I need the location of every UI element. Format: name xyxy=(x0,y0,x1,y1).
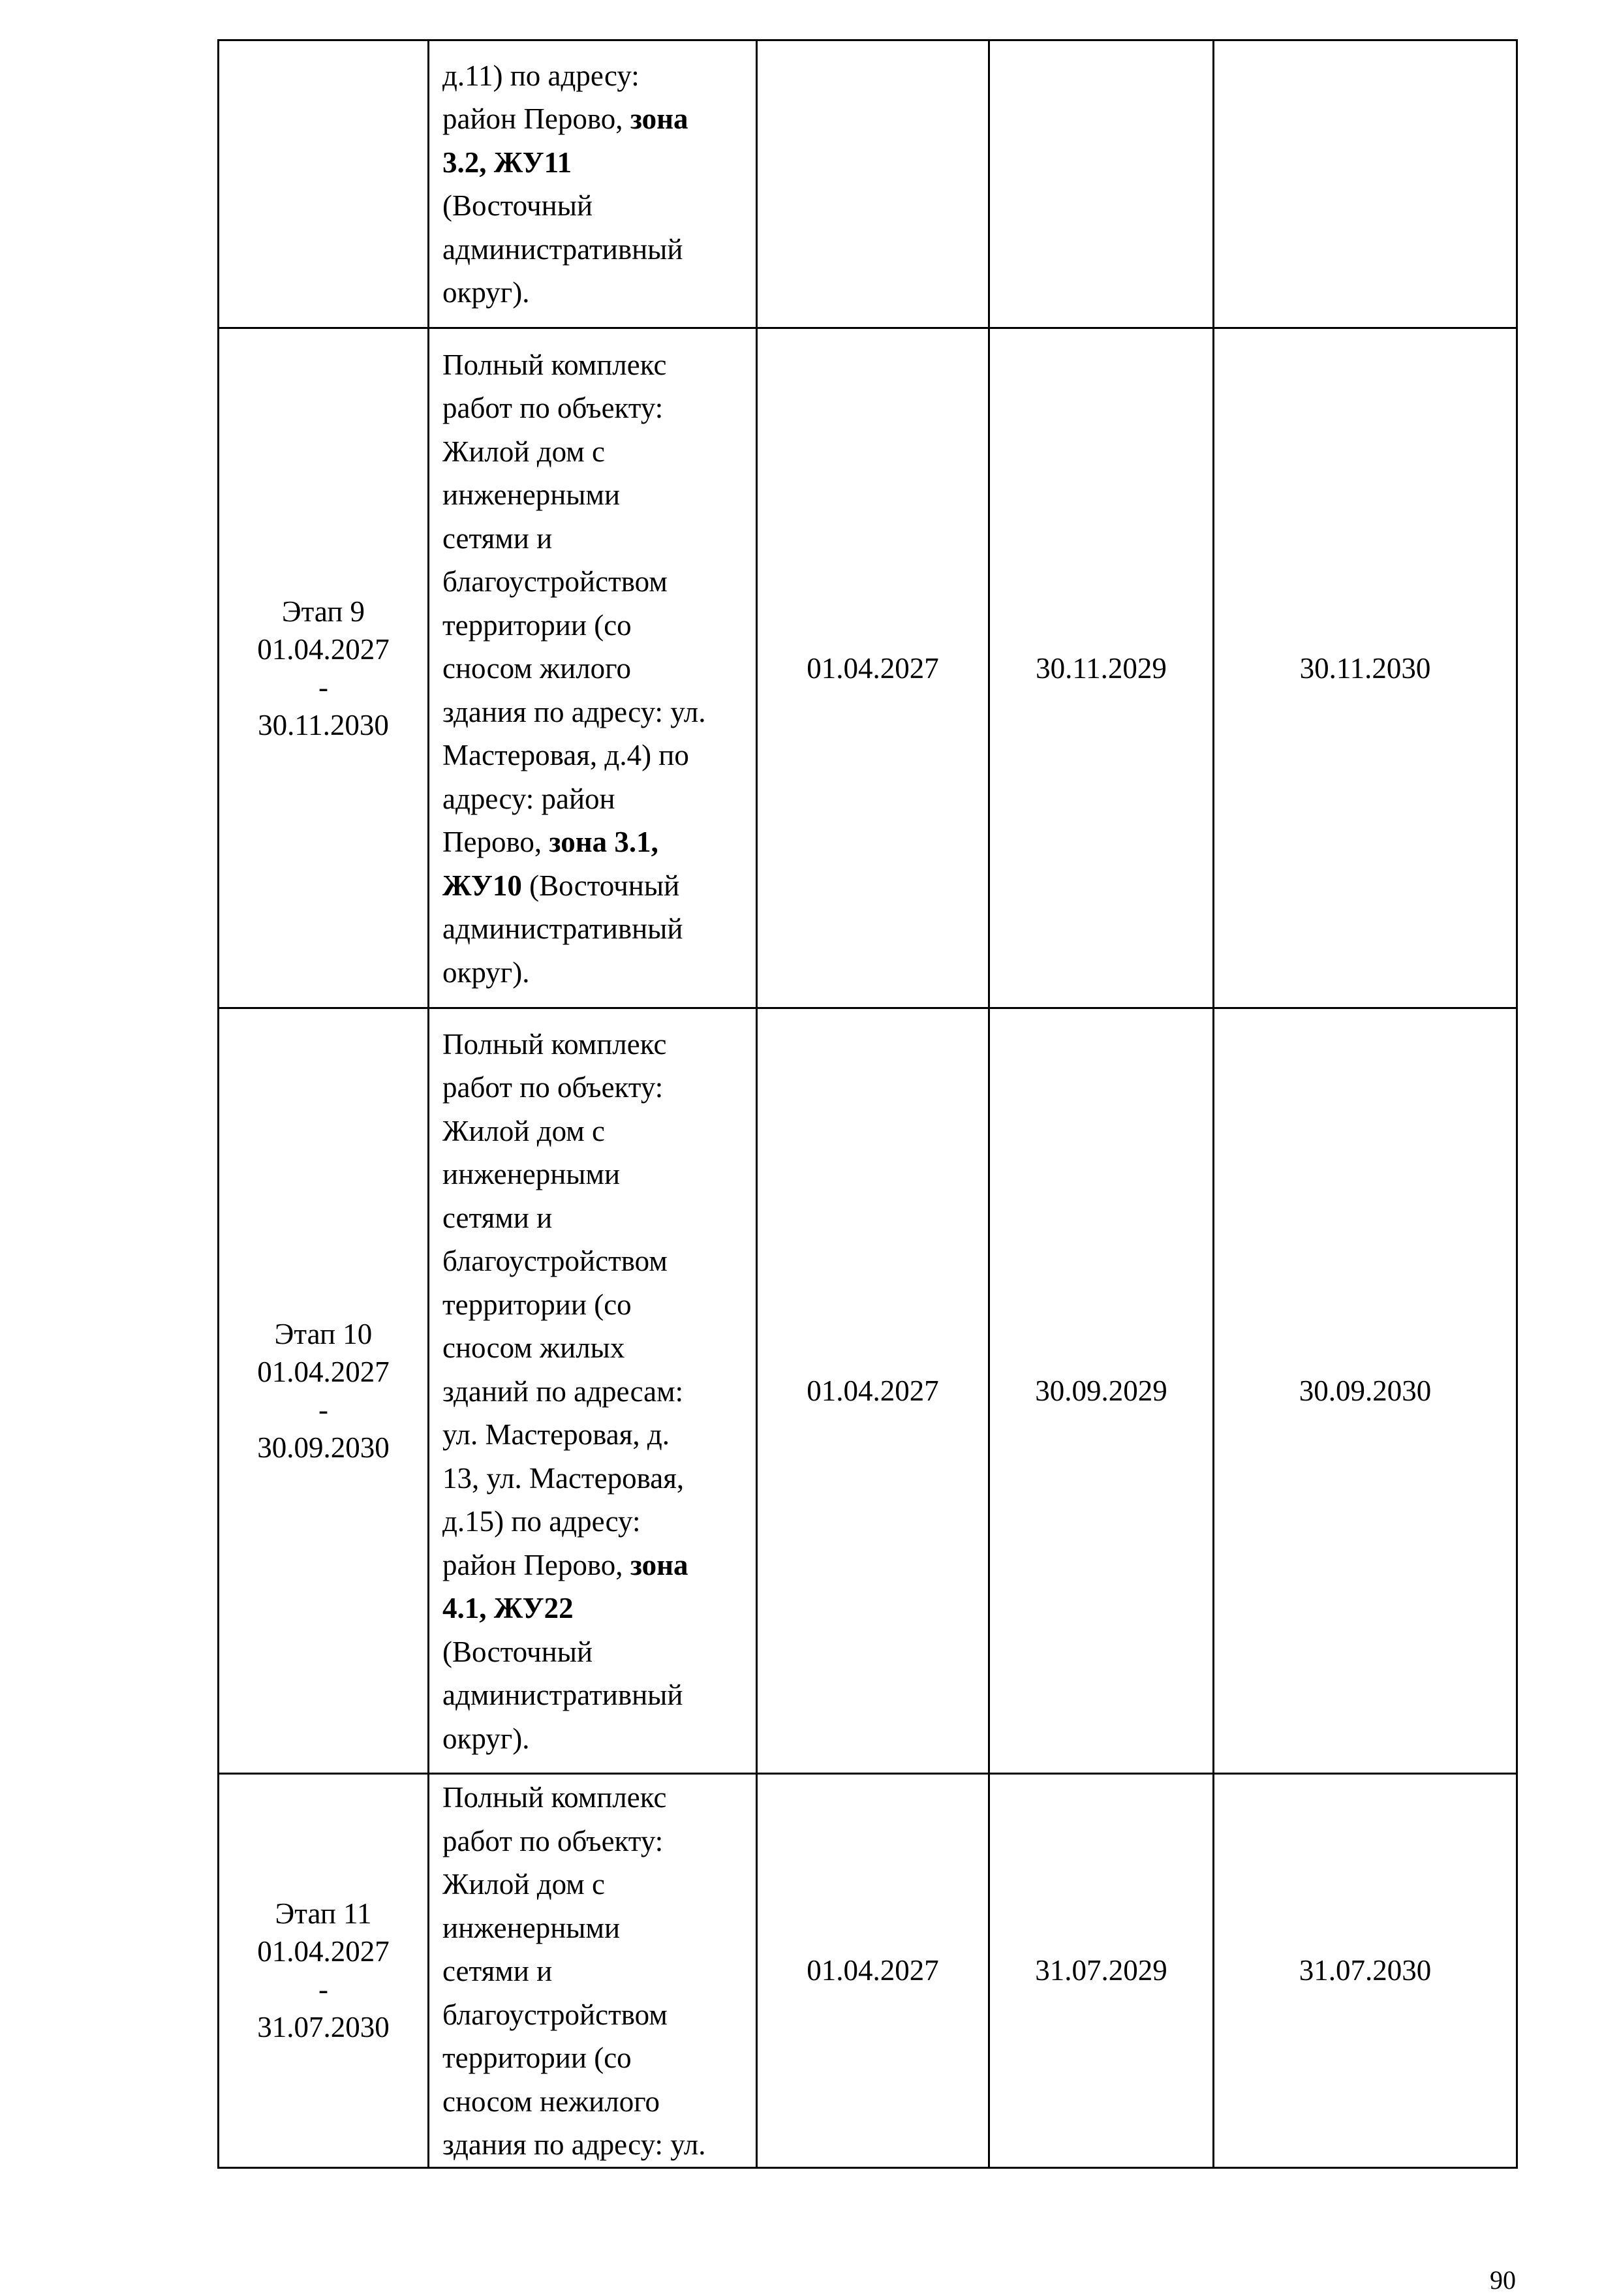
description-line xyxy=(442,1239,747,1283)
description-bold-text: зона xyxy=(630,1548,688,1581)
stage-cell xyxy=(219,328,429,1008)
description-text: благоустройством xyxy=(442,565,668,598)
description-text: здания по адресу: ул. xyxy=(442,2128,706,2161)
description-text: Жилой дом с xyxy=(442,1114,605,1147)
stage-end: 31.07.2030 xyxy=(257,2011,390,2044)
description-line xyxy=(442,1544,747,1587)
description-text: сетями и xyxy=(442,521,553,555)
description-text: Полный комплекс xyxy=(442,348,667,381)
stage-end: 30.09.2030 xyxy=(257,1431,390,1464)
description-line xyxy=(442,1673,747,1717)
description-line xyxy=(442,1457,747,1500)
description-line xyxy=(442,1370,747,1414)
description-text: инженерными xyxy=(442,478,621,512)
description-text: сносом жилого xyxy=(442,652,631,685)
description-text: адресу: район xyxy=(442,782,615,815)
stage-cell xyxy=(219,1774,429,2168)
description-text: Жилой дом с xyxy=(442,1868,605,1900)
description-text: д.15) по адресу: xyxy=(442,1505,641,1538)
description-bold-text: ЖУ10 xyxy=(442,869,522,902)
description-text: Полный комплекс xyxy=(442,1027,667,1061)
description-text: район Перово, xyxy=(442,102,630,135)
description-line xyxy=(442,1109,747,1153)
description-line xyxy=(442,1023,747,1066)
description-text: округ). xyxy=(442,955,530,989)
description-cell xyxy=(429,1774,757,2168)
description-line xyxy=(442,951,747,995)
description-text: 13, ул. Мастеровая, xyxy=(442,1461,685,1495)
stage-label: Этап 9 xyxy=(281,595,365,628)
description-text: округ). xyxy=(442,1722,530,1755)
description-text: округ). xyxy=(442,276,530,309)
description-line xyxy=(442,604,747,647)
description-line xyxy=(442,820,747,864)
description-line xyxy=(442,1906,747,1950)
description-line xyxy=(442,1413,747,1457)
stage-start: 01.04.2027 xyxy=(257,1935,390,1968)
stage-separator: - xyxy=(318,1973,328,2006)
description-line xyxy=(442,517,747,561)
description-line xyxy=(442,97,747,141)
description-line xyxy=(442,560,747,604)
stage-cell xyxy=(219,1008,429,1774)
description-text: (Восточный xyxy=(442,1635,593,1668)
start-date-cell: 01.04.2027 xyxy=(757,328,989,1008)
description-text: (Восточный xyxy=(442,189,593,222)
description-bold-text: зона xyxy=(630,102,688,135)
description-line xyxy=(442,1066,747,1109)
description-cell xyxy=(429,1008,757,1774)
final-date-cell: 31.07.2030 xyxy=(1214,1774,1517,2168)
end-date-cell: 31.07.2029 xyxy=(989,1774,1214,2168)
description-text: благоустройством xyxy=(442,1245,668,1278)
description-text: инженерными xyxy=(442,1158,621,1191)
description-line xyxy=(442,1949,747,1993)
description-text: работ по объекту: xyxy=(442,392,664,425)
description-line xyxy=(442,1587,747,1630)
stage-start: 01.04.2027 xyxy=(257,632,390,666)
description-line xyxy=(442,54,747,98)
description-line xyxy=(442,690,747,734)
description-text: зданий по адресам: xyxy=(442,1374,684,1408)
description-text: д.11) по адресу: xyxy=(442,59,640,92)
end-date-cell: 30.09.2029 xyxy=(989,1008,1214,1774)
description-line xyxy=(442,473,747,517)
description-line xyxy=(442,1776,747,1820)
description-text: сносом нежилого xyxy=(442,2085,660,2118)
description-line xyxy=(442,2036,747,2080)
description-line xyxy=(442,430,747,474)
description-text: здания по адресу: ул. xyxy=(442,695,706,728)
description-text: сетями и xyxy=(442,1201,553,1234)
table-row xyxy=(219,1774,1517,2168)
description-text: благоустройством xyxy=(442,1998,668,2031)
description-text: административный xyxy=(442,232,683,266)
stage-start: 01.04.2027 xyxy=(257,1356,390,1388)
stage-separator: - xyxy=(318,1393,328,1426)
description-bold-text: 3.2, ЖУ11 xyxy=(442,146,572,179)
end-date-cell: 30.11.2029 xyxy=(989,328,1214,1008)
description-line xyxy=(442,907,747,951)
description-text: Жилой дом с xyxy=(442,435,605,468)
description-line xyxy=(442,1820,747,1863)
description-text: инженерными xyxy=(442,1911,621,1944)
stage-cell xyxy=(219,40,429,328)
description-line xyxy=(442,1717,747,1761)
description-bold-text: зона 3.1, xyxy=(549,826,658,859)
description-line xyxy=(442,228,747,271)
end-date-cell xyxy=(989,40,1214,328)
description-line xyxy=(442,1196,747,1240)
final-date-cell xyxy=(1214,40,1517,328)
description-line xyxy=(442,864,747,908)
description-line xyxy=(442,1283,747,1327)
description-line xyxy=(442,2123,747,2167)
description-line xyxy=(442,386,747,430)
description-line xyxy=(442,1326,747,1370)
description-text: административный xyxy=(442,1679,683,1712)
description-line xyxy=(442,734,747,777)
start-date-cell: 01.04.2027 xyxy=(757,1774,989,2168)
description-line xyxy=(442,2080,747,2124)
description-line xyxy=(442,141,747,185)
start-date-cell: 01.04.2027 xyxy=(757,1008,989,1774)
description-text: (Восточный xyxy=(521,869,680,902)
description-text: сетями и xyxy=(442,1955,553,1987)
start-date-cell xyxy=(757,40,989,328)
description-text: территории (со xyxy=(442,608,632,642)
table-row-continued xyxy=(219,40,1517,328)
description-text: работ по объекту: xyxy=(442,1071,664,1104)
description-text: Мастеровая, д.4) по xyxy=(442,739,689,772)
description-line xyxy=(442,1863,747,1906)
description-line xyxy=(442,1153,747,1196)
description-text: сносом жилых xyxy=(442,1331,625,1365)
description-text: район Перово, xyxy=(442,1548,630,1581)
description-line xyxy=(442,343,747,387)
description-cell xyxy=(429,328,757,1008)
description-text: территории (со xyxy=(442,1288,632,1321)
table-row xyxy=(219,1008,1517,1774)
description-text: административный xyxy=(442,912,683,946)
description-line xyxy=(442,1993,747,2037)
description-text: Полный комплекс xyxy=(442,1781,667,1814)
description-line xyxy=(442,1500,747,1544)
final-date-cell: 30.09.2030 xyxy=(1214,1008,1517,1774)
description-line xyxy=(442,184,747,228)
stage-label: Этап 10 xyxy=(274,1318,373,1350)
description-text: ул. Мастеровая, д. xyxy=(442,1418,670,1451)
description-line xyxy=(442,647,747,690)
description-text: работ по объекту: xyxy=(442,1824,664,1857)
stage-end: 30.11.2030 xyxy=(258,708,389,741)
description-bold-text: 4.1, ЖУ22 xyxy=(442,1592,574,1625)
description-text: Перово, xyxy=(442,826,549,859)
schedule-table xyxy=(217,39,1518,2169)
final-date-cell: 30.11.2030 xyxy=(1214,328,1517,1008)
stage-separator: - xyxy=(318,670,328,704)
table-row xyxy=(219,328,1517,1008)
description-text: территории (со xyxy=(442,2041,632,2074)
stage-label: Этап 11 xyxy=(275,1897,372,1931)
description-line xyxy=(442,271,747,315)
description-line xyxy=(442,777,747,821)
page-number: 90 xyxy=(1490,2265,1516,2295)
description-line xyxy=(442,1630,747,1674)
description-cell xyxy=(429,40,757,328)
